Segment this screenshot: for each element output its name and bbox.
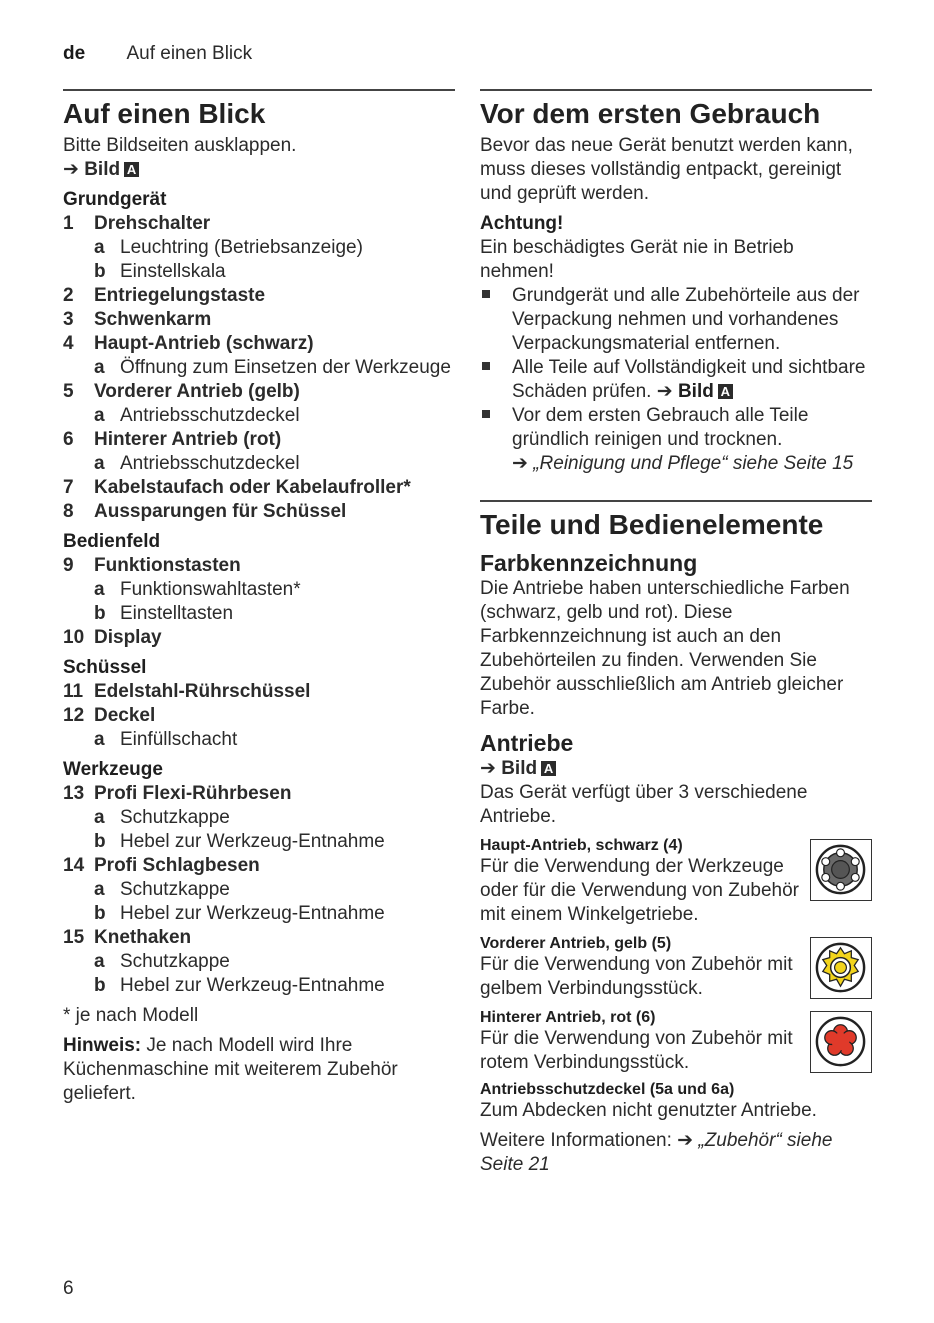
part-number: 15	[63, 927, 85, 948]
part-label: Display	[94, 627, 162, 648]
sub-part-item	[63, 878, 455, 902]
more-info: Weitere Informationen: ➔ „Zubehör“ siehe Seite 21	[480, 1130, 833, 1175]
sub-part-letter: a	[94, 951, 105, 972]
sub-part-item	[63, 974, 455, 998]
part-label: Schwenkarm	[94, 309, 212, 330]
section-heading: Vor dem ersten Gebrauch	[480, 98, 821, 129]
drive-title: Vorderer Antrieb, gelb (5)	[480, 935, 672, 952]
part-label: Knethaken	[94, 927, 192, 948]
group-title: Werkzeuge	[63, 759, 163, 780]
bullet-icon	[480, 284, 512, 356]
figure-letter-box: A	[124, 162, 139, 177]
part-label: Deckel	[94, 705, 156, 726]
sub-part-label: Schutzkappe	[120, 879, 230, 900]
subsection-heading: Antriebe	[480, 730, 574, 756]
figure-letter-box: A	[541, 761, 556, 776]
black-drive-icon	[810, 839, 872, 901]
part-number: 4	[63, 333, 74, 354]
sub-part-label: Funktionswahltasten*	[120, 579, 301, 600]
part-number: 7	[63, 477, 74, 498]
page-header	[63, 43, 252, 65]
sub-part-item	[63, 452, 455, 476]
page-number: 6	[63, 1278, 74, 1299]
part-item	[63, 626, 455, 650]
part-item	[63, 854, 455, 878]
figure-reference: ➔ Bild A	[480, 757, 872, 781]
part-number: 8	[63, 501, 74, 522]
part-label: Edelstahl-Rührschüssel	[94, 681, 311, 702]
sub-part-label: Hebel zur Werkzeug-Entnahme	[120, 903, 385, 924]
sub-part-item	[63, 902, 455, 926]
part-label: Kabelstaufach oder Kabelaufroller*	[94, 477, 411, 498]
sub-part-label: Einfüllschacht	[120, 729, 238, 750]
group-title: Schüssel	[63, 657, 147, 678]
part-label: Entriegelungstaste	[94, 285, 266, 306]
sub-part-letter: b	[94, 261, 106, 282]
red-drive-icon	[810, 1011, 872, 1073]
intro-text: Bevor das neue Gerät benutzt werden kann, muss dieses vollständig entpackt, gereinigt und geprüft werden.	[480, 135, 853, 204]
part-item	[63, 212, 455, 236]
paragraph: Die Antriebe haben unterschiedliche Farben (schwarz, gelb und rot). Diese Farbkennzeichnung ist auch an den Zubehörteilen zu finden. Verwenden Sie Zubehör ausschließlich am Antrieb gleicher Farbe.	[480, 578, 850, 719]
drive-text: Für die Verwendung der Werkzeuge oder für die Verwendung von Zubehör mit einem Winkelgetriebe.	[480, 856, 799, 925]
cover-text: Zum Abdecken nicht genutzter Antriebe.	[480, 1100, 817, 1121]
part-item	[63, 926, 455, 950]
sub-part-letter: a	[94, 237, 105, 258]
left-column	[63, 89, 455, 1106]
warning-label: Achtung!	[480, 213, 564, 234]
list-item: Grundgerät und alle Zubehörteile aus der Verpackung nehmen und vorhandenes Verpackungsmaterial entfernen.	[480, 284, 872, 356]
sub-part-letter: a	[94, 879, 105, 900]
arrow-right-icon: ➔	[480, 758, 496, 779]
divider	[480, 89, 872, 91]
section-heading: Auf einen Blick	[63, 98, 266, 129]
sub-part-item	[63, 728, 455, 752]
part-number: 2	[63, 285, 74, 306]
sub-part-letter: b	[94, 903, 106, 924]
part-label: Profi Schlagbesen	[94, 855, 260, 876]
sub-part-letter: a	[94, 357, 105, 378]
part-label: Vorderer Antrieb (gelb)	[94, 381, 300, 402]
drive-entry	[480, 935, 872, 1001]
part-number: 11	[63, 681, 84, 702]
sub-part-label: Schutzkappe	[120, 951, 230, 972]
drive-entry	[480, 1009, 872, 1075]
sub-part-item	[63, 356, 455, 380]
sub-part-label: Leuchtring (Betriebsanzeige)	[120, 237, 363, 258]
part-item	[63, 554, 455, 578]
page-cross-reference[interactable]: „Zubehör“ siehe Seite 21	[480, 1130, 833, 1175]
sub-part-item	[63, 236, 455, 260]
sub-part-item	[63, 404, 455, 428]
part-item	[63, 476, 455, 500]
sub-part-item	[63, 950, 455, 974]
sub-part-item	[63, 830, 455, 854]
part-label: Aussparungen für Schüssel	[94, 501, 347, 522]
part-label: Profi Flexi-Rührbesen	[94, 783, 292, 804]
figure-letter-box: A	[718, 384, 733, 399]
part-label: Hinterer Antrieb (rot)	[94, 429, 282, 450]
paragraph: Das Gerät verfügt über 3 verschiedene Antriebe.	[480, 782, 808, 827]
sub-part-label: Schutzkappe	[120, 807, 230, 828]
sub-part-letter: b	[94, 975, 106, 996]
sub-part-letter: a	[94, 807, 105, 828]
footnote: * je nach Modell	[63, 1005, 199, 1026]
bullet-icon	[480, 404, 512, 476]
drive-text: Für die Verwendung von Zubehör mit rotem Verbindungsstück.	[480, 1028, 793, 1073]
hint-label: Hinweis:	[63, 1035, 142, 1056]
sub-part-label: Hebel zur Werkzeug-Entnahme	[120, 831, 385, 852]
part-item	[63, 284, 455, 308]
part-number: 1	[63, 213, 74, 234]
sub-part-item	[63, 260, 455, 284]
part-item	[63, 500, 455, 524]
part-item	[63, 308, 455, 332]
sub-part-letter: a	[94, 729, 105, 750]
drive-title: Haupt-Antrieb, schwarz (4)	[480, 837, 683, 854]
sub-part-label: Einstellskala	[120, 261, 226, 282]
intro-text: Bitte Bildseiten ausklappen.	[63, 135, 297, 156]
part-number: 13	[63, 783, 85, 804]
sub-part-label: Einstelltasten	[120, 603, 234, 624]
arrow-right-icon: ➔	[677, 1130, 694, 1151]
arrow-right-icon: ➔	[656, 381, 673, 402]
running-title: Auf einen Blick	[126, 43, 253, 64]
parts-list	[63, 188, 455, 998]
part-number: 12	[63, 705, 85, 726]
sub-part-letter: b	[94, 831, 106, 852]
right-column	[480, 89, 872, 1177]
part-label: Drehschalter	[94, 213, 211, 234]
part-number: 10	[63, 627, 85, 648]
divider	[63, 89, 455, 91]
page-cross-reference[interactable]: „Reinigung und Pflege“ siehe Seite 15	[533, 453, 854, 474]
part-number: 6	[63, 429, 74, 450]
drive-title: Hinterer Antrieb, rot (6)	[480, 1009, 656, 1026]
part-item	[63, 680, 455, 704]
section-heading: Teile und Bedienelemente	[480, 509, 824, 540]
part-item	[63, 428, 455, 452]
language-code: de	[63, 43, 86, 64]
drive-entry	[480, 837, 872, 927]
drive-text: Für die Verwendung von Zubehör mit gelbem Verbindungsstück.	[480, 954, 793, 999]
hint-paragraph	[63, 1034, 455, 1106]
warning-text: Ein beschädigtes Gerät nie in Betrieb nehmen!	[480, 237, 794, 282]
part-number: 14	[63, 855, 85, 876]
part-item	[63, 782, 455, 806]
bullet-icon	[480, 356, 512, 404]
sub-part-label: Antriebsschutzdeckel	[120, 453, 300, 474]
part-number: 9	[63, 555, 74, 576]
yellow-drive-icon	[810, 937, 872, 999]
sub-part-letter: b	[94, 603, 106, 624]
part-label: Funktionstasten	[94, 555, 241, 576]
list-item: Alle Teile auf Vollständigkeit und sichtbare Schäden prüfen. ➔ Bild A	[480, 356, 872, 404]
part-label: Haupt-Antrieb (schwarz)	[94, 333, 314, 354]
divider	[480, 500, 872, 502]
part-item	[63, 332, 455, 356]
part-number: 5	[63, 381, 74, 402]
sub-part-item	[63, 602, 455, 626]
arrow-right-icon: ➔	[63, 159, 79, 180]
sub-part-item	[63, 806, 455, 830]
sub-part-label: Antriebsschutzdeckel	[120, 405, 300, 426]
list-item: Vor dem ersten Gebrauch alle Teile gründlich reinigen und trocknen. ➔ „Reinigung und Pflege“ siehe Seite 15	[480, 404, 872, 476]
part-item	[63, 380, 455, 404]
arrow-right-icon: ➔	[512, 453, 528, 474]
figure-reference: ➔ Bild A	[63, 158, 455, 182]
part-number: 3	[63, 309, 74, 330]
subsection-heading: Farbkennzeichnung	[480, 550, 698, 576]
sub-part-letter: a	[94, 405, 105, 426]
sub-part-label: Öffnung zum Einsetzen der Werkzeuge	[120, 357, 451, 378]
group-title: Grundgerät	[63, 189, 167, 210]
sub-part-item	[63, 578, 455, 602]
sub-part-letter: a	[94, 579, 105, 600]
hint-text: Je nach Modell wird Ihre Küchenmaschine mit weiterem Zubehör geliefert.	[63, 1035, 398, 1104]
part-item	[63, 704, 455, 728]
sub-part-label: Hebel zur Werkzeug-Entnahme	[120, 975, 385, 996]
cover-title: Antriebsschutzdeckel (5a und 6a)	[480, 1081, 735, 1098]
group-title: Bedienfeld	[63, 531, 161, 552]
sub-part-letter: a	[94, 453, 105, 474]
